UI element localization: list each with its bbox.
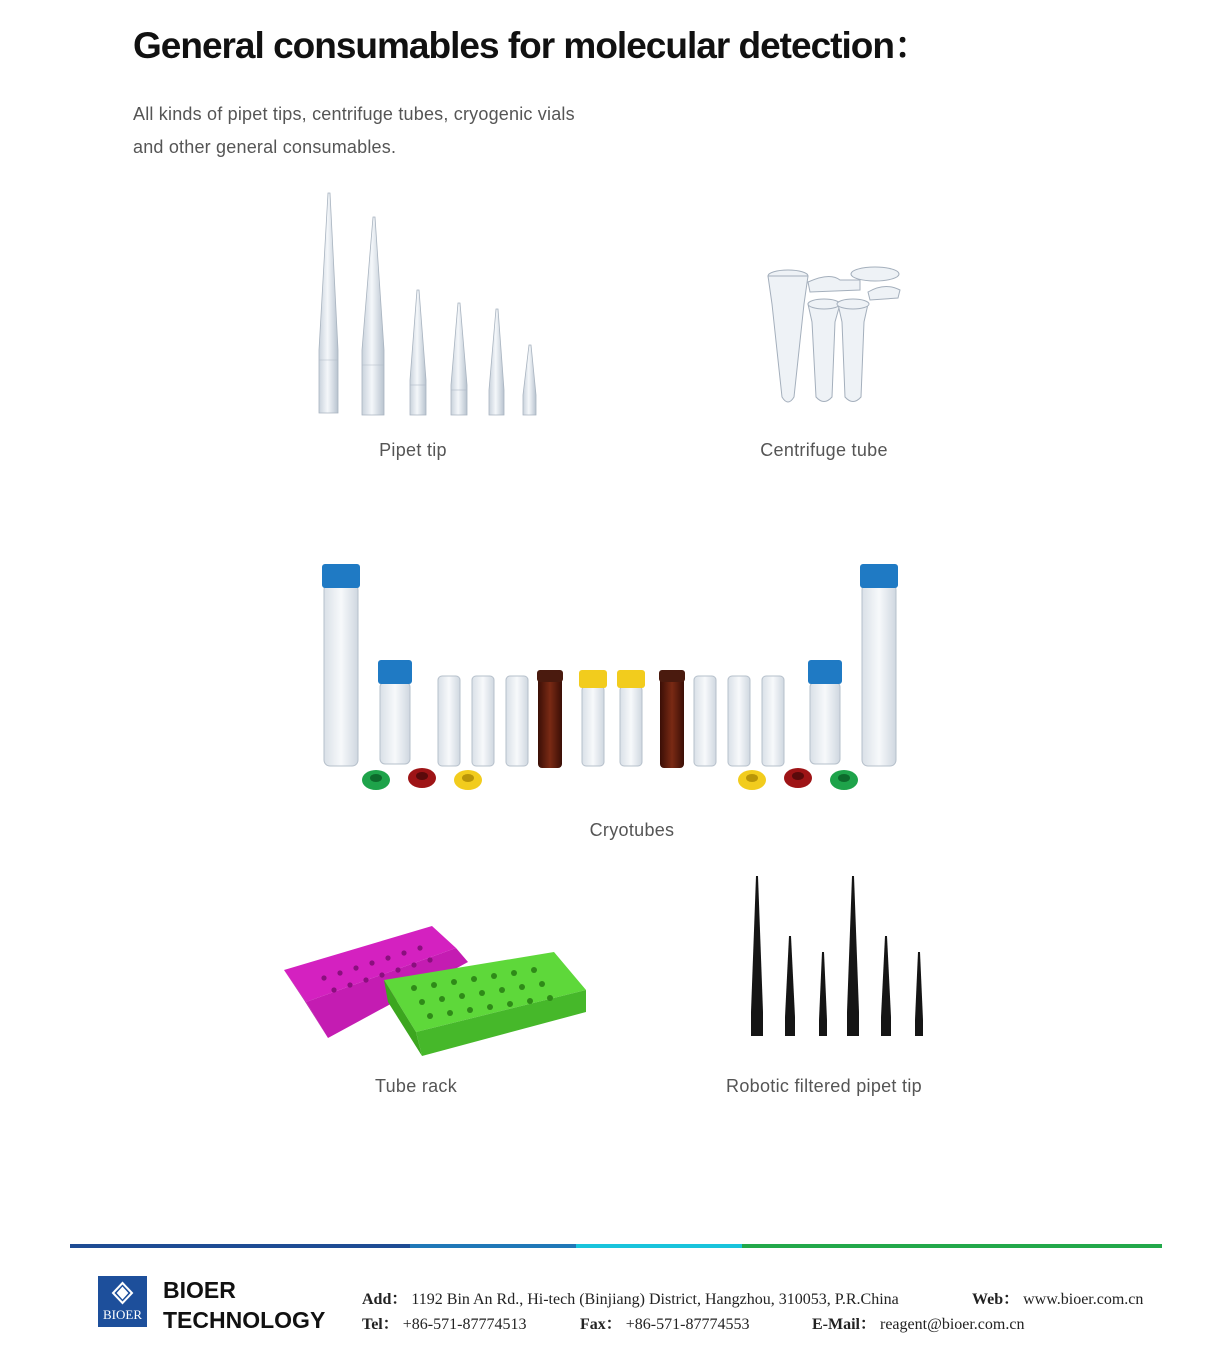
brand-line-2: TECHNOLOGY — [163, 1307, 326, 1333]
cryotubes-image — [310, 558, 910, 820]
centrifuge-tube-image — [760, 262, 910, 412]
web-value[interactable]: www.bioer.com.cn — [1023, 1291, 1144, 1308]
fax-line — [580, 1311, 749, 1334]
bioer-logo — [98, 1276, 147, 1327]
subtitle-line-1: All kinds of pipet tips, centrifuge tubes, cryogenic vials — [133, 104, 575, 124]
footer-color-bar — [70, 1244, 1162, 1248]
web-label: Web： — [972, 1291, 1020, 1308]
clear-pipet-tips-image — [300, 185, 560, 420]
brand-name — [163, 1275, 325, 1335]
tube-rack-image — [284, 922, 589, 1067]
tel-value: +86-571-87774513 — [402, 1316, 527, 1333]
fax-value: +86-571-87774553 — [625, 1316, 750, 1333]
caption-centrifuge-tube: Centrifuge tube — [760, 440, 888, 460]
add-label: Add： — [362, 1291, 408, 1308]
web-line — [972, 1286, 1143, 1309]
brand-line-1: BIOER — [163, 1277, 236, 1303]
tel-label: Tel： — [362, 1316, 399, 1333]
email-line — [812, 1311, 1024, 1334]
fax-label: Fax： — [580, 1316, 622, 1333]
page-title: General consumables for molecular detection： — [133, 25, 930, 66]
address-line — [362, 1286, 899, 1309]
tel-line — [362, 1311, 526, 1334]
caption-robotic-filtered-pipet-tip: Robotic filtered pipet tip — [726, 1076, 922, 1096]
black-pipet-tips-image — [740, 872, 935, 1042]
caption-tube-rack: Tube rack — [374, 1076, 458, 1096]
bioer-logo-icon — [98, 1276, 147, 1327]
add-value: 1192 Bin An Rd., Hi-tech (Binjiang) District, Hangzhou, 310053, P.R.China — [411, 1291, 899, 1308]
email-value[interactable]: reagent@bioer.com.cn — [880, 1316, 1025, 1333]
subtitle-line-2: and other general consumables. — [133, 137, 397, 157]
caption-pipet-tip: Pipet tip — [379, 440, 447, 460]
logo-text: BIOER — [103, 1307, 142, 1322]
email-label: E-Mail： — [812, 1316, 876, 1333]
caption-cryotubes: Cryotubes — [589, 820, 675, 840]
page-subtitle — [133, 98, 653, 164]
